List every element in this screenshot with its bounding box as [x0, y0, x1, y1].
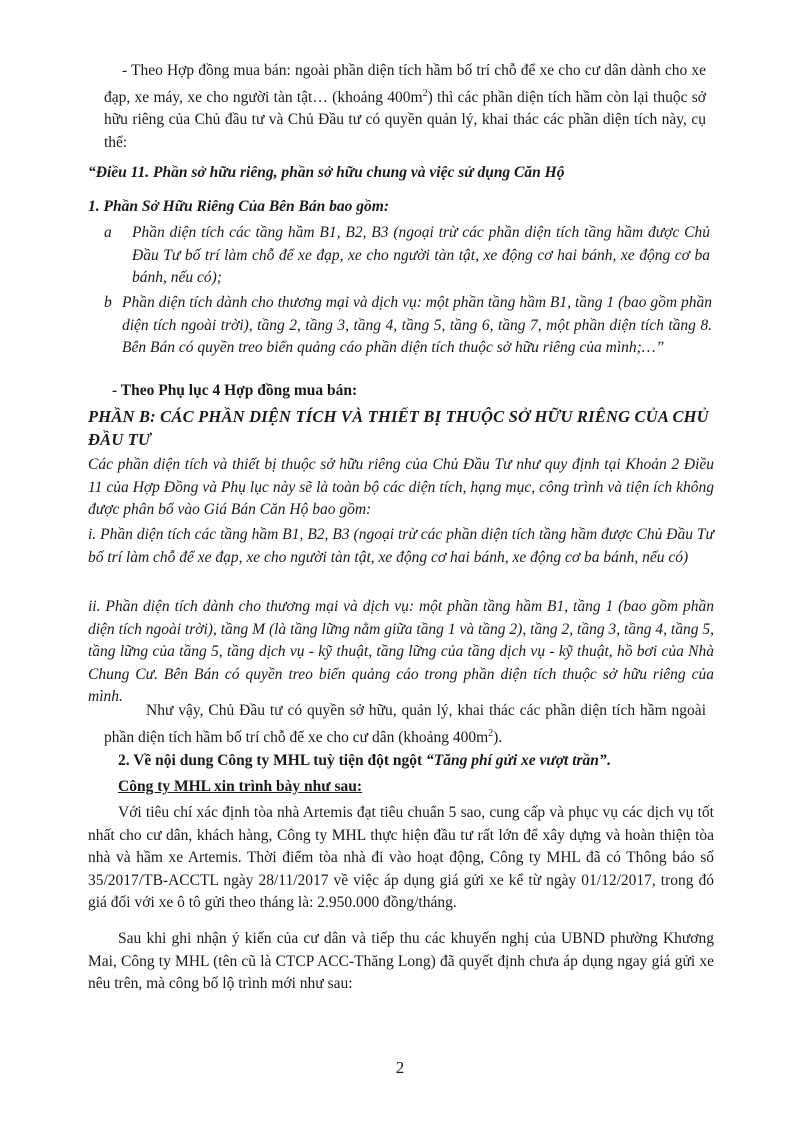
section-2-title: 2. Về nội dung Công ty MHL tuỳ tiện đột ngột — [118, 752, 427, 769]
intro-paragraph — [104, 60, 706, 155]
appendix-item-ii: ii. Phần diện tích dành cho thương mại và dịch vụ: một phần tầng hầm B1, tầng 1 (bao gồm phần diện tích ngoài trời), tầng M (là tầng lững nằm giữa tầng 1 và tầng 2), tầng 2, tầng 3, tầng 4, tầng 5, tầng lững của tầng 5, tầng dịch vụ - kỹ thuật, tầng lững của tầng dịch vụ - kỹ thuật, hồ bơi của Nhà Chung Cư. Bên Bán có quyền treo biển quảng cáo trong phần diện tích thuộc sở hữu riêng của mình. — [88, 598, 714, 706]
intro-superscript: 2 — [422, 87, 428, 99]
section-2-paragraph-1: Với tiêu chí xác định tòa nhà Artemis đạt tiêu chuẩn 5 sao, cung cấp và phục vụ các dịch vụ tốt nhất cho cư dân, khách hàng, Công ty MHL thực hiện đầu tư rất lớn để xây dựng và hoàn thiện tòa nhà và hầm xe Artemis. Thời điểm tòa nhà đi vào hoạt động, Công ty MHL đã có Thông báo số 35/2017/TB-ACCTL ngày 28/11/2017 về việc áp dụng giá gửi xe kể từ ngày 01/12/2017, trong đó giá đối với xe ô tô gửi theo tháng là: 2.950.000 đồng/tháng. — [88, 804, 714, 912]
conclusion-text-pre: Như vậy, Chủ Đầu tư có quyền sở hữu, quản lý, khai thác các phần diện tích hầm ngoài phần diện tích hầm bố trí chỗ để xe cho cư dân (khoảng 400m — [104, 702, 706, 746]
item-b-body: Phần diện tích dành cho thương mại và dịch vụ: một phần tầng hầm B1, tầng 1 (bao gồm phần diện tích ngoài trời), tầng 2, tầng 3, tầng 4, tầng 5, tầng 6, tầng 7, một phần diện tích tầng 8. Bên Bán có quyền treo biển quảng cáo phần diện tích thuộc sở hữu riêng của mình;…” — [122, 294, 712, 357]
page-number: 2 — [395, 1058, 405, 1077]
conclusion-text-post: ). — [493, 728, 503, 746]
item-b-label: b — [104, 294, 112, 311]
intro-text-pre: - Theo Hợp đồng mua bán: ngoài phần diện tích hầm bố trí chỗ để xe cho cư dân dành cho xe đạp, xe máy, xe cho người tàn tật… (khoảng 400m — [104, 62, 706, 106]
section-2-subheading: Công ty MHL xin trình bày như sau: — [118, 778, 363, 795]
item-a-label: a — [104, 224, 112, 241]
section-2-tail: . — [606, 752, 611, 769]
appendix-item-i: i. Phần diện tích các tầng hầm B1, B2, B3 (ngoại trừ các phần diện tích tầng hầm được Chủ Đầu Tư bố trí làm chỗ để xe đạp, xe cho người tàn tật, xe động cơ hai bánh, xe động cơ ba bánh, nếu có) — [88, 526, 714, 566]
article-11-title: “Điều 11. Phần sở hữu riêng, phần sở hữu chung và việc sử dụng Căn Hộ — [88, 164, 565, 181]
part-b-title: PHẦN B: CÁC PHẦN DIỆN TÍCH VÀ THIẾT BỊ THUỘC SỞ HỮU RIÊNG CỦA CHỦ ĐẦU TƯ — [88, 407, 709, 449]
appendix-intro: Các phần diện tích và thiết bị thuộc sở hữu riêng của Chủ Đầu Tư như quy định tại Khoản 2 Điều 11 của Hợp Đồng và Phụ lục này sẽ là toàn bộ các diện tích, hạng mục, công trình và tiện ích không được phân bổ vào Giá Bán Căn Hộ bao gồm: — [88, 456, 714, 519]
item-b-text — [122, 292, 712, 360]
item-a-text: Phần diện tích các tầng hầm B1, B2, B3 (ngoại trừ các phần diện tích tầng hầm được Chủ Đầu Tư bố trí làm chỗ để xe đạp, xe cho người tàn tật, xe động cơ hai bánh, xe động cơ ba bánh, nếu có); — [132, 224, 710, 287]
section-2-paragraph-2: Sau khi ghi nhận ý kiến của cư dân và tiếp thu các khuyến nghị của UBND phường Khương Mai, Công ty MHL (tên cũ là CTCP ACC-Thăng Long) đã quyết định chưa áp dụng ngay giá gửi xe nêu trên, mà công bố lộ trình mới như sau: — [88, 930, 714, 993]
conclusion-superscript: 2 — [488, 727, 494, 739]
conclusion-paragraph — [104, 700, 706, 749]
section-2-heading — [118, 750, 738, 773]
section-2-quote: “Tăng phí gửi xe vượt trần” — [426, 752, 607, 769]
clause-1-title: 1. Phần Sở Hữu Riêng Của Bên Bán bao gồm: — [88, 198, 389, 215]
intro-text-post: ) thì các phần diện tích hầm còn lại thuộc sở hữu riêng của Chủ đầu tư và Chủ Đầu tư có quyền quản lý, khai thác các phần diện tích này, cụ thể: — [104, 88, 706, 151]
appendix-4-heading: - Theo Phụ lục 4 Hợp đồng mua bán: — [112, 382, 358, 399]
